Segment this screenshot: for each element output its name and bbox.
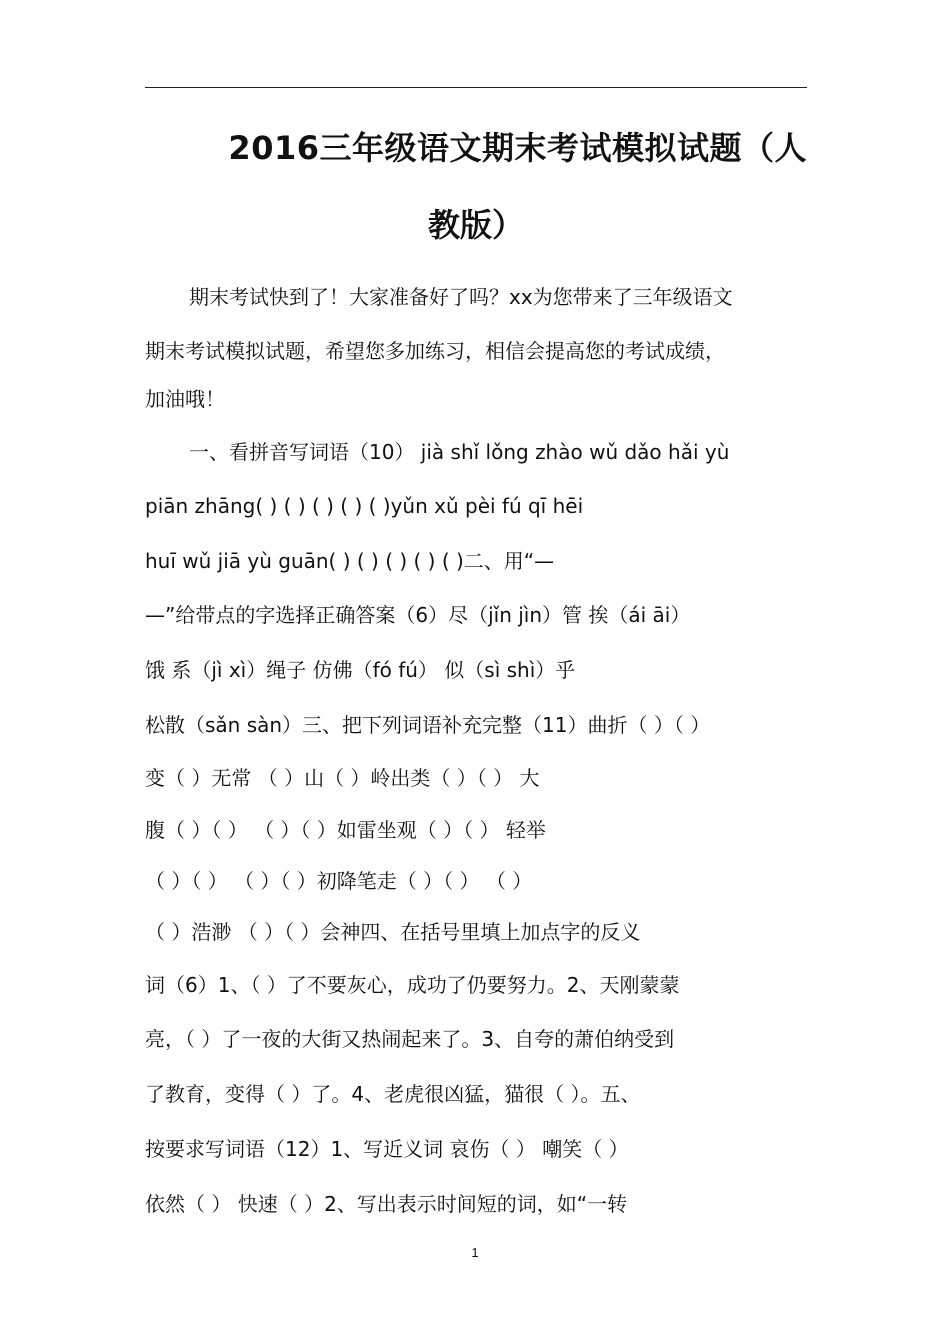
question-line: 变（ ）无常 （ ）山（ ）岭出类（ ）（ ） 大 <box>145 766 540 790</box>
question-line: 了教育，变得（ ）了。4、老虎很凶猛，猫很（ ）。五、 <box>145 1082 641 1106</box>
question-line: 亮，（ ）了一夜的大街又热闹起来了。3、自夸的萧伯纳受到 <box>145 1027 675 1051</box>
question-line: 松散（sǎn sàn）三、把下列词语补充完整（11）曲折（ ）（ ） <box>145 713 711 737</box>
page-number: 1 <box>471 1245 479 1260</box>
question-line: 腹（ ）（ ） （ ）（ ）如雷坐观（ ）（ ） 轻举 <box>145 818 546 842</box>
question-line: （ ）（ ） （ ）（ ）初降笔走（ ）（ ） （ ） <box>145 869 533 893</box>
intro-line: 期末考试快到了！大家准备好了吗？xx为您带来了三年级语文 <box>189 285 733 309</box>
question-line: 依然（ ） 快速（ ）2、写出表示时间短的词，如“一转 <box>145 1192 628 1216</box>
page-title: 2016三年级语文期末考试模拟试题（人 <box>228 129 807 167</box>
intro-line: 加油哦！ <box>145 387 225 411</box>
question-line: 饿 系（jì xì）绳子 仿佛（fó fú） 似（sì shì）乎 <box>145 658 576 682</box>
question-line: （ ）浩渺 （ ）（ ）会神四、在括号里填上加点字的反义 <box>145 920 641 944</box>
header-rule <box>145 87 807 88</box>
question-line: 按要求写词语（12）1、写近义词 哀伤（ ） 嘲笑（ ） <box>145 1137 629 1161</box>
question-line: huī wǔ jiā yù guān( ) ( ) ( ) ( ) ( )二、用“— <box>145 549 555 573</box>
page-title-continued: 教版） <box>427 206 524 244</box>
question-line: piān zhāng( ) ( ) ( ) ( ) ( )yǔn xǔ pèi fú qī hēi <box>145 494 584 518</box>
question-line: —”给带点的字选择正确答案（6）尽（jǐn jìn）管 挨（ái āi） <box>145 603 691 627</box>
question-line: 词（6）1、（ ）了不要灰心，成功了仍要努力。2、天刚蒙蒙 <box>145 973 680 997</box>
intro-line: 期末考试模拟试题，希望您多加练习，相信会提高您的考试成绩， <box>145 339 725 363</box>
question-line: 一、看拼音写词语（10） jià shǐ lǒng zhào wǔ dǎo hǎi yù <box>189 440 730 464</box>
